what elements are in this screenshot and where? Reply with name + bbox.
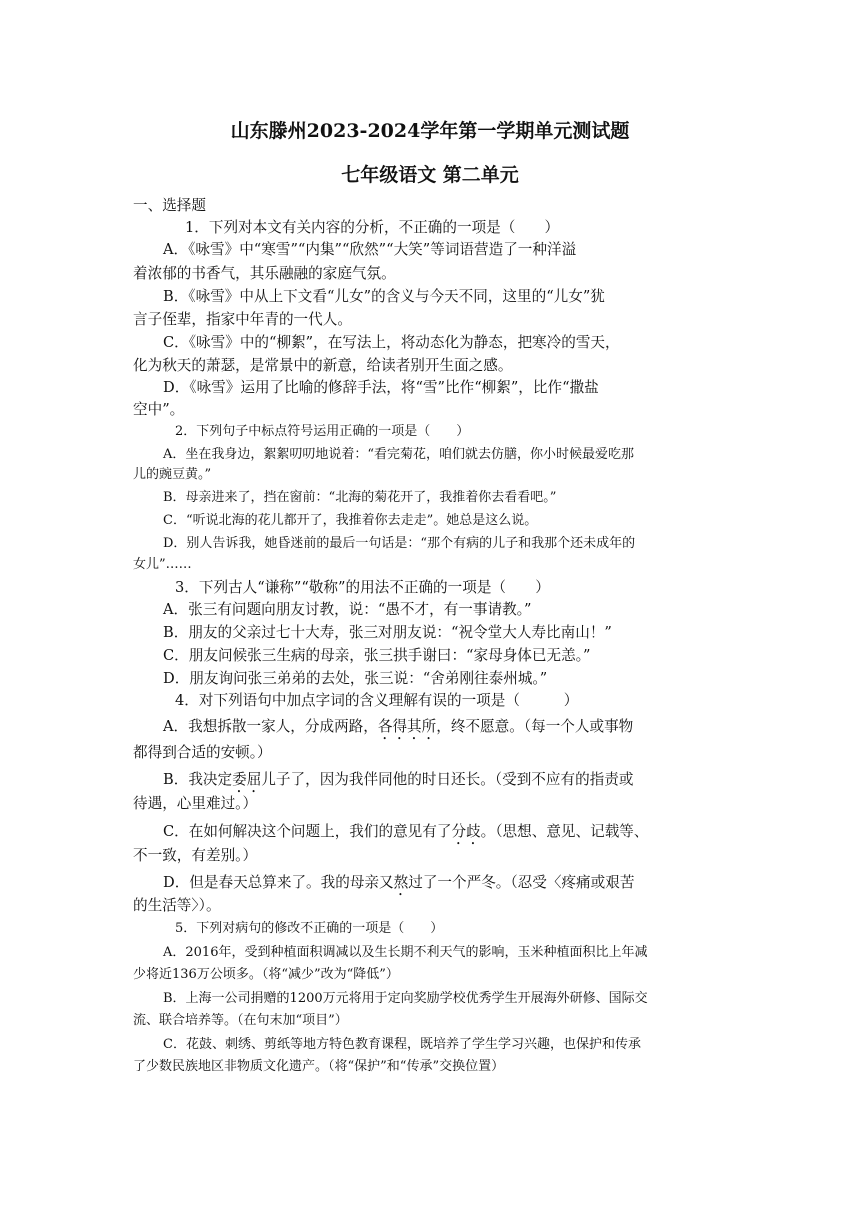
q2-option-d-cont: 女儿”……	[133, 557, 192, 572]
exam-subtitle: 七年级语文 第二单元	[341, 164, 519, 186]
q5-option-a-cont: 少将近136万公顷多。（将“减少”改为“降低”）	[133, 967, 399, 982]
q4-option-c-cont: 不一致，有差别。）	[133, 847, 258, 864]
q5-option-c-cont: 了少数民族地区非物质文化遗产。（将“保护”和“传承”交换位置）	[133, 1059, 505, 1074]
emphasized-term: 各得其所	[377, 718, 437, 735]
question-5-stem: 5．下列对病句的修改不正确的一项是（ ）	[175, 921, 444, 936]
q4-option-a: A．我想拆散一家人，分成两路，各得其所，终不愿意。（每一个人或事物	[163, 718, 634, 735]
q3-option-b: B．朋友的父亲过七十大寿，张三对朋友说：“祝令堂大人寿比南山！”	[163, 624, 612, 641]
q2-option-d: D．别人告诉我，她昏迷前的最后一句话是：“那个有病的儿子和我那个还未成年的	[163, 536, 636, 551]
q2-option-c: C．“听说北海的花儿都开了，我推着你去走走”。她总是这么说。	[163, 513, 538, 528]
question-3-stem: 3．下列古人“谦称”“敬称”的用法不正确的一项是（ ）	[175, 579, 550, 596]
q1-option-c-cont: 化为秋天的萧瑟，是常景中的新意，给读者别开生面之感。	[133, 357, 513, 374]
question-1-stem: 1．下列对本文有关内容的分析，不正确的一项是（ ）	[185, 219, 560, 236]
q4-option-b-cont: 待遇，心里难过。）	[133, 795, 258, 812]
q5-option-c: C．花鼓、刺绣、剪纸等地方特色教育课程，既培养了学生学习兴趣，也保护和传承	[163, 1037, 641, 1052]
q5-option-b: B．上海一公司捐赠的1200万元将用于定向奖励学校优秀学生开展海外研修、国际交	[163, 991, 648, 1006]
emphasized-term: 熬	[393, 874, 409, 891]
q1-option-b: B．《咏雪》中从上下文看“儿女”的含义与今天不同，这里的“儿女”犹	[163, 288, 605, 305]
q1-option-d-cont: 空中”。	[133, 401, 185, 418]
q3-option-d: D．朋友询问张三弟弟的去处，张三说：“舍弟刚往泰州城。”	[163, 670, 548, 687]
q5-option-b-cont: 流、联合培养等。（在句末加“项目”）	[133, 1013, 348, 1028]
emphasized-term: 委屈	[232, 771, 262, 788]
q4-option-b: B．我决定委屈儿子了，因为我伴同他的时日还长。（受到不应有的指责或	[163, 771, 634, 788]
q2-option-b: B．母亲进来了，挡在窗前：“北海的菊花开了，我推着你去看看吧。”	[163, 490, 557, 505]
q4-option-c: C．在如何解决这个问题上，我们的意见有了分歧。（思想、意见、记载等、	[163, 823, 649, 840]
q1-option-d: D．《咏雪》运用了比喻的修辞手法，将“雪”比作“柳絮”，比作“撒盐	[163, 379, 599, 396]
q1-option-a-cont: 着浓郁的书香气，其乐融融的家庭气氛。	[133, 265, 396, 282]
q1-option-b-cont: 言子侄辈，指家中年青的一代人。	[133, 311, 352, 328]
q4-option-d-cont: 的生活等〉）。	[133, 897, 221, 914]
q2-option-a-cont: 儿的豌豆黄。”	[133, 467, 212, 482]
q1-option-c: C．《咏雪》中的“柳絮”，在写法上，将动态化为静态，把寒冷的雪天，	[163, 334, 620, 351]
question-2-stem: 2．下列句子中标点符号运用正确的一项是（ ）	[175, 424, 470, 439]
q4-option-d: D．但是春天总算来了。我的母亲又熬过了一个严冬。（忍受〈疼痛或艰苦	[163, 874, 635, 891]
q3-option-c: C．朋友问候张三生病的母亲，张三拱手谢曰：“家母身体已无恙。”	[163, 647, 591, 664]
q3-option-a: A．张三有问题向朋友讨教，说：“愚不才，有一事请教。”	[163, 601, 532, 618]
question-4-stem: 4．对下列语句中加点字词的含义理解有误的一项是（ ）	[175, 692, 579, 709]
section-heading: 一、选择题	[133, 197, 206, 214]
q5-option-a: A．2016年，受到种植面积调减以及生长期不利天气的影响，玉米种植面积比上年减	[163, 945, 648, 960]
emphasized-term: 分歧	[451, 823, 481, 840]
q2-option-a: A．坐在我身边，絮絮叨叨地说着：“看完菊花，咱们就去仿膳，你小时候最爱吃那	[163, 447, 635, 462]
q1-option-a: A．《咏雪》中“寒雪”“内集”“欣然”“大笑”等词语营造了一种洋溢	[163, 241, 577, 258]
exam-title: 山东滕州2023-2024学年第一学期单元测试题	[230, 120, 630, 142]
q4-option-a-cont: 都得到合适的安顿。）	[133, 744, 272, 761]
